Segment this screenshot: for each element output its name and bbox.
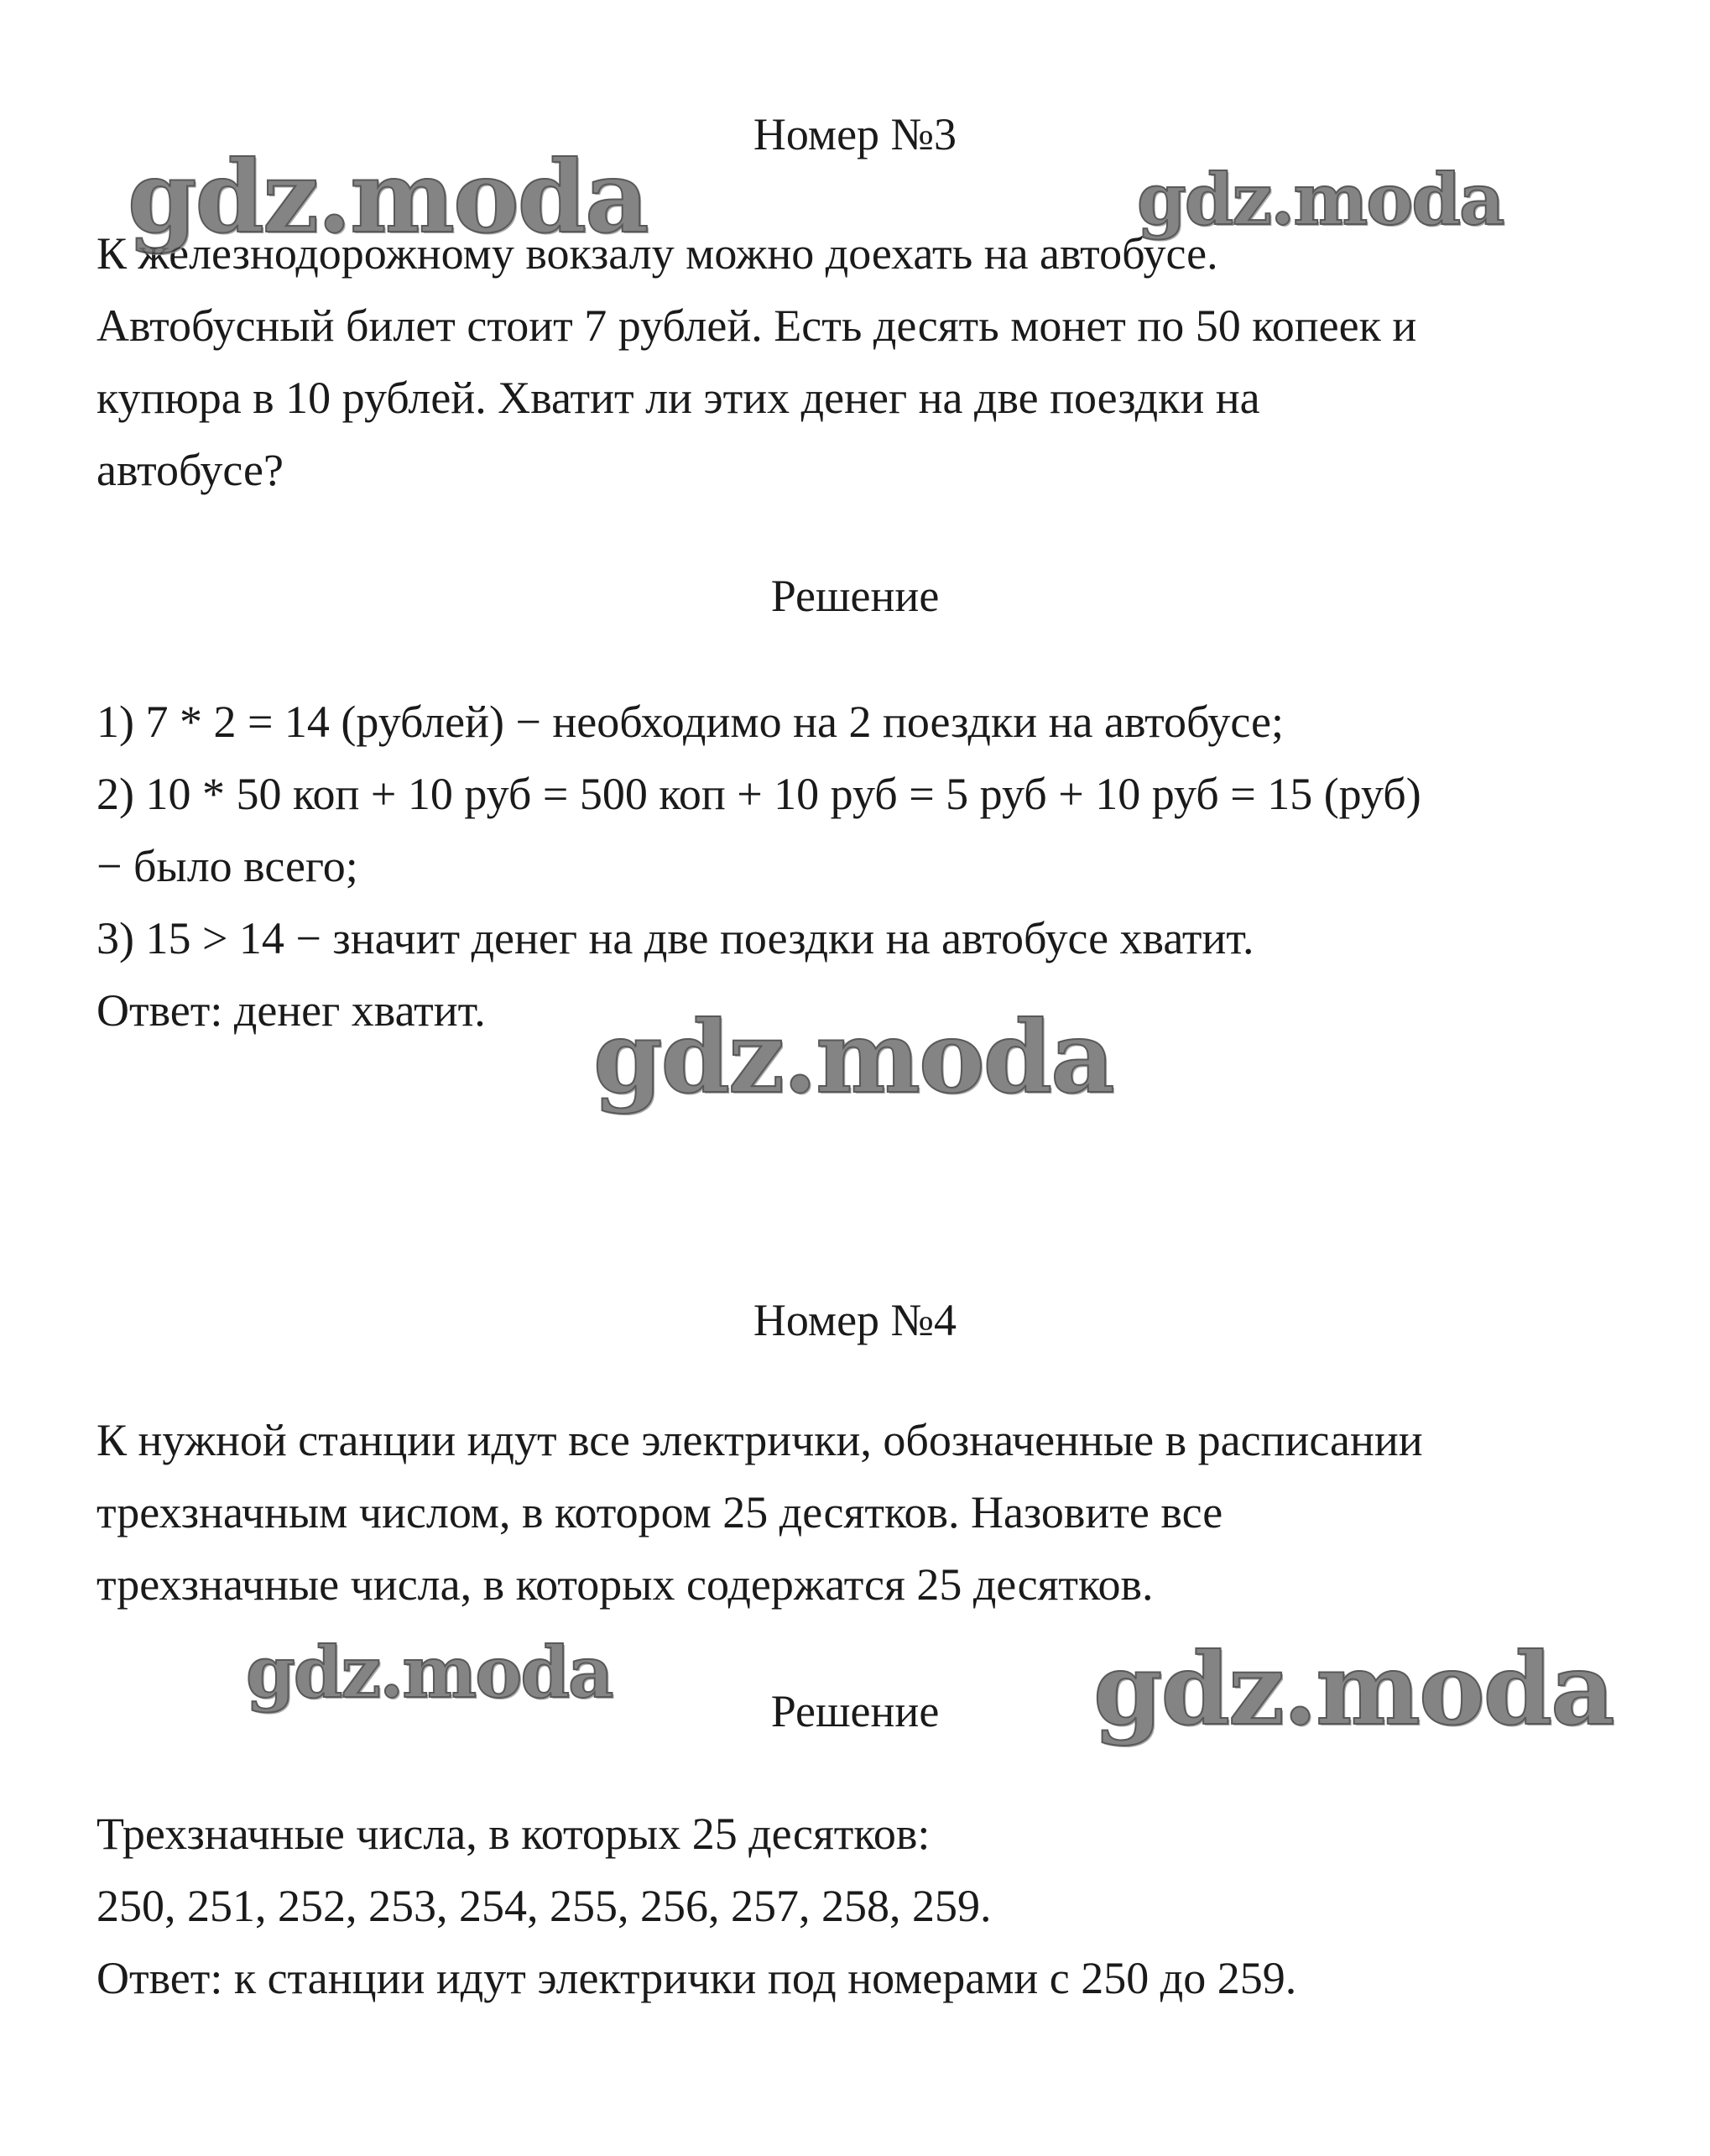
task3-solution-line: 2) 10 * 50 коп + 10 руб = 500 коп + 10 руб = 5 руб + 10 руб = 15 (руб) bbox=[96, 769, 1421, 819]
task4-problem-line: трехзначные числа, в которых содержатся 25 десятков. bbox=[96, 1559, 1154, 1610]
watermark-logo: gdz.moda bbox=[246, 1631, 613, 1714]
task3-problem bbox=[96, 217, 1632, 506]
task3-solution-line: 3) 15 > 14 − значит денег на две поездки на автобусе хватит. bbox=[96, 913, 1254, 963]
task3-problem-line: К железнодорожному вокзалу можно доехать на автобусе. bbox=[96, 228, 1218, 279]
task3-solution bbox=[96, 686, 1632, 1047]
task4-problem-line: К нужной станции идут все электрички, обозначенные в расписании bbox=[96, 1415, 1423, 1465]
watermark-logo: gdz.moda bbox=[1137, 158, 1504, 241]
task4-answer: Ответ: к станции идут электрички под номерами с 250 до 259. bbox=[96, 1953, 1297, 2003]
watermark-logo: gdz.moda bbox=[128, 138, 648, 255]
task4-problem-line: трехзначным числом, в котором 25 десятков. Назовите все bbox=[96, 1487, 1223, 1537]
task4-solution-heading: Решение bbox=[770, 1686, 940, 1736]
task4-solution-line: Трехзначные числа, в которых 25 десятков: bbox=[96, 1809, 931, 1859]
task3-solution-heading: Решение bbox=[770, 571, 940, 621]
task3-answer: Ответ: денег хватит. bbox=[96, 985, 486, 1036]
task3-problem-line: автобусе? bbox=[96, 445, 284, 495]
task4-heading: Номер №4 bbox=[753, 1295, 957, 1345]
task4-solution-line: 250, 251, 252, 253, 254, 255, 256, 257, 258, 259. bbox=[96, 1881, 992, 1931]
watermark-logo: gdz.moda bbox=[593, 999, 1113, 1115]
task3-problem-line: Автобусный билет стоит 7 рублей. Есть десять монет по 50 копеек и bbox=[96, 300, 1417, 351]
task4-solution bbox=[96, 1798, 1632, 2014]
task3-solution-line: 1) 7 * 2 = 14 (рублей) − необходимо на 2 поездки на автобусе; bbox=[96, 697, 1284, 747]
task4-problem bbox=[96, 1404, 1632, 1621]
watermark-logo: gdz.moda bbox=[1093, 1631, 1614, 1747]
task3-problem-line: купюра в 10 рублей. Хватит ли этих денег на две поездки на bbox=[96, 373, 1260, 423]
task3-heading: Номер №3 bbox=[753, 109, 957, 159]
task3-solution-line: − было всего; bbox=[96, 841, 358, 891]
